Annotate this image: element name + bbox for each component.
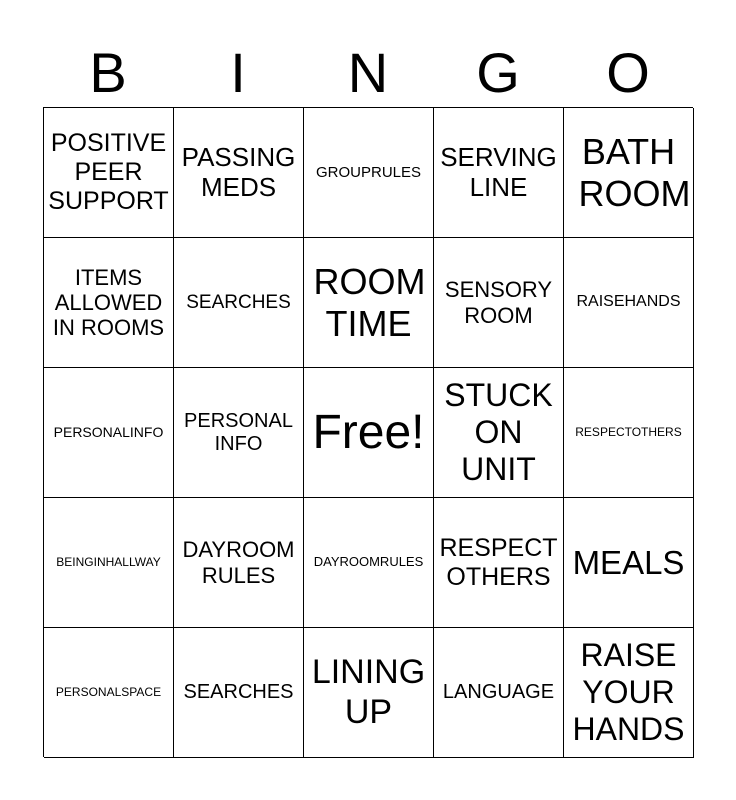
bingo-cell[interactable]: DAYROOMRULES <box>304 498 434 628</box>
bingo-header <box>43 40 693 106</box>
bingo-cell[interactable]: STUCK ON UNIT <box>434 368 564 498</box>
bingo-cell[interactable]: RAISEHANDS <box>564 238 694 368</box>
bingo-cell[interactable]: RAISE YOUR HANDS <box>564 628 694 758</box>
bingo-cell[interactable]: BATH ROOM <box>564 108 694 238</box>
bingo-cell[interactable]: SERVING LINE <box>434 108 564 238</box>
header-letter-i: I <box>230 41 246 104</box>
header-letter-o: O <box>606 41 650 104</box>
bingo-board <box>43 107 693 757</box>
bingo-cell[interactable]: GROUPRULES <box>304 108 434 238</box>
bingo-cell[interactable]: SEARCHES <box>174 238 304 368</box>
bingo-cell[interactable]: MEALS <box>564 498 694 628</box>
bingo-cell[interactable]: SENSORY ROOM <box>434 238 564 368</box>
bingo-cell[interactable]: LANGUAGE <box>434 628 564 758</box>
bingo-cell[interactable]: BEINGINHALLWAY <box>44 498 174 628</box>
bingo-cell[interactable]: PASSING MEDS <box>174 108 304 238</box>
bingo-cell[interactable]: RESPECT OTHERS <box>434 498 564 628</box>
bingo-cell[interactable]: PERSONALINFO <box>44 368 174 498</box>
bingo-cell[interactable]: RESPECTOTHERS <box>564 368 694 498</box>
bingo-cell[interactable]: ITEMS ALLOWED IN ROOMS <box>44 238 174 368</box>
bingo-cell[interactable]: SEARCHES <box>174 628 304 758</box>
free-space[interactable]: Free! <box>304 368 434 498</box>
bingo-cell[interactable]: PERSONALSPACE <box>44 628 174 758</box>
header-letter-n: N <box>347 41 389 104</box>
bingo-cell[interactable]: LINING UP <box>304 628 434 758</box>
bingo-cell[interactable]: PERSONAL INFO <box>174 368 304 498</box>
header-letter-g: G <box>476 41 520 104</box>
bingo-cell[interactable]: POSITIVE PEER SUPPORT <box>44 108 174 238</box>
bingo-cell[interactable]: DAYROOM RULES <box>174 498 304 628</box>
bingo-cell[interactable]: ROOM TIME <box>304 238 434 368</box>
header-letter-b: B <box>89 41 127 104</box>
